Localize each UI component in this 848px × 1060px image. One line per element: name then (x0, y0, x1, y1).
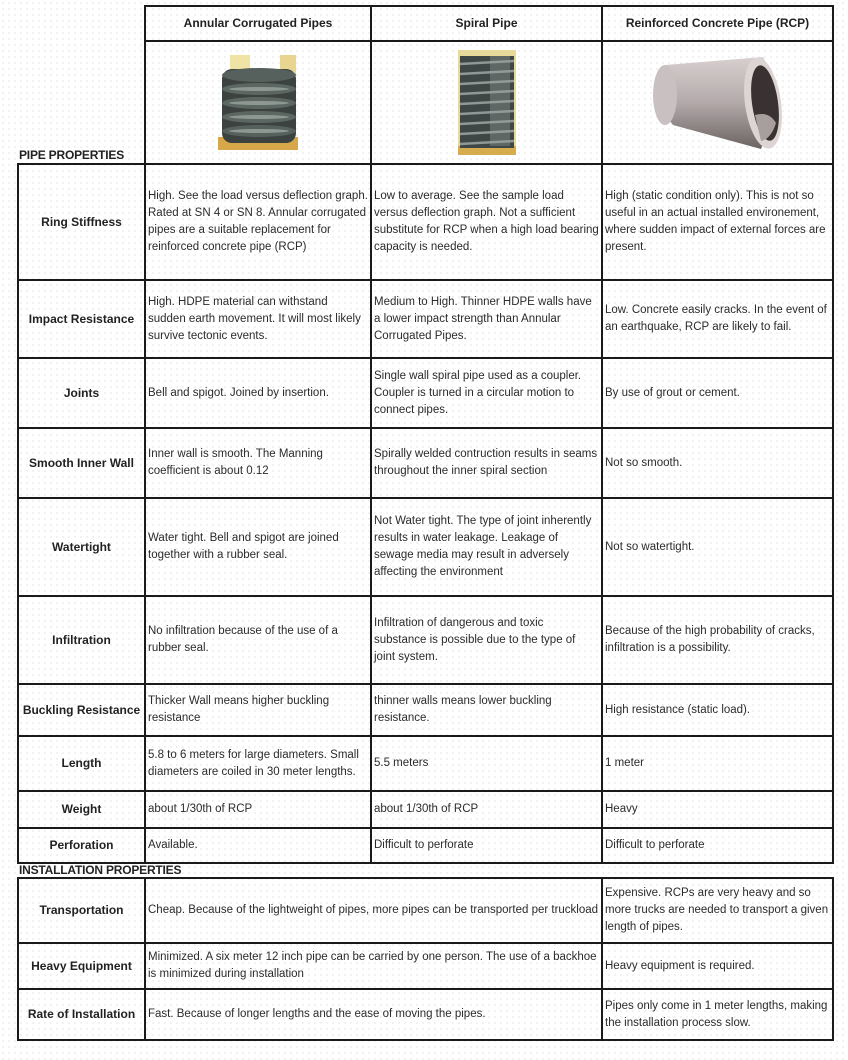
table-row (18, 164, 833, 280)
concrete-pipe-photo-icon (643, 53, 793, 153)
cell-annular: 5.8 to 6 meters for large diameters. Small diameters are coiled in 30 meter lengths. (145, 736, 371, 791)
cell-annular: High. See the load versus deflection graph. Rated at SN 4 or SN 8. Annular corrugated pipes are a suitable replacement for reinforced concrete pipe (RCP) (145, 164, 371, 280)
pipe-comparison-table (17, 5, 834, 864)
cell-spiral: about 1/30th of RCP (371, 791, 602, 828)
cell-rcp: Expensive. RCPs are very heavy and so more trucks are needed to transport a given length of pipes. (602, 878, 833, 943)
cell-spiral: Difficult to perforate (371, 828, 602, 863)
table-row (18, 736, 833, 791)
row-label: Transportation (18, 878, 145, 943)
cell-hdpe: Minimized. A six meter 12 inch pipe can be carried by one person. The use of a backhoe is minimized during installation (145, 943, 602, 989)
cell-rcp: High (static condition only). This is not so useful in an actual installed environement, where sudden impact of external forces are present. (602, 164, 833, 280)
cell-rcp: Heavy (602, 791, 833, 828)
cell-annular: Bell and spigot. Joined by insertion. (145, 358, 371, 428)
cell-spiral: Low to average. See the sample load versus deflection graph. Not a sufficient substitute for RCP when a high load bearing capacity is needed. (371, 164, 602, 280)
table-row (18, 428, 833, 498)
cell-hdpe: Fast. Because of longer lengths and the ease of moving the pipes. (145, 989, 602, 1040)
row-label: Perforation (18, 828, 145, 863)
annular-pipe-image-cell (145, 41, 371, 164)
cell-annular: No infiltration because of the use of a rubber seal. (145, 596, 371, 684)
column-header-rcp: Reinforced Concrete Pipe (RCP) (602, 6, 833, 41)
cell-annular: Inner wall is smooth. The Manning coefficient is about 0.12 (145, 428, 371, 498)
table-row (18, 596, 833, 684)
row-label: Rate of Installation (18, 989, 145, 1040)
header-corner (18, 6, 145, 41)
installation-properties-heading: INSTALLATION PROPERTIES (19, 863, 182, 877)
cell-rcp: High resistance (static load). (602, 684, 833, 736)
column-header-row (18, 6, 833, 41)
cell-annular: Thicker Wall means higher buckling resistance (145, 684, 371, 736)
row-label: Watertight (18, 498, 145, 596)
rcp-image-cell (602, 41, 833, 164)
column-header-annular: Annular Corrugated Pipes (145, 6, 371, 41)
table-row (18, 498, 833, 596)
table-row (18, 358, 833, 428)
row-label: Infiltration (18, 596, 145, 684)
row-label: Smooth Inner Wall (18, 428, 145, 498)
annular-corrugated-pipe-photo-icon (218, 55, 298, 150)
row-label: Length (18, 736, 145, 791)
cell-spiral: Single wall spiral pipe used as a coupler. Coupler is turned in a circular motion to connect pipes. (371, 358, 602, 428)
table-row (18, 878, 833, 943)
table-row (18, 684, 833, 736)
cell-rcp: Not so watertight. (602, 498, 833, 596)
row-label: Weight (18, 791, 145, 828)
table-row (18, 828, 833, 863)
cell-annular: Water tight. Bell and spigot are joined together with a rubber seal. (145, 498, 371, 596)
row-label: Heavy Equipment (18, 943, 145, 989)
cell-rcp: Heavy equipment is required. (602, 943, 833, 989)
spiral-pipe-photo-icon (458, 50, 516, 155)
row-label: Buckling Resistance (18, 684, 145, 736)
cell-rcp: Low. Concrete easily cracks. In the event of an earthquake, RCP are likely to fail. (602, 280, 833, 358)
row-label: Joints (18, 358, 145, 428)
spiral-pipe-image-cell (371, 41, 602, 164)
cell-rcp: Difficult to perforate (602, 828, 833, 863)
image-row-label-cell (18, 41, 145, 164)
table-row (18, 989, 833, 1040)
cell-spiral: Not Water tight. The type of joint inherently results in water leakage. Leakage of sewage media may result in adversely affecting the environment (371, 498, 602, 596)
cell-annular: about 1/30th of RCP (145, 791, 371, 828)
row-label: Impact Resistance (18, 280, 145, 358)
cell-annular: High. HDPE material can withstand sudden earth movement. It will most likely survive tectonic events. (145, 280, 371, 358)
cell-rcp: 1 meter (602, 736, 833, 791)
cell-rcp: Not so smooth. (602, 428, 833, 498)
table-row (18, 943, 833, 989)
cell-rcp: By use of grout or cement. (602, 358, 833, 428)
cell-annular: Available. (145, 828, 371, 863)
cell-rcp: Pipes only come in 1 meter lengths, making the installation process slow. (602, 989, 833, 1040)
table-row (18, 280, 833, 358)
table-row (18, 791, 833, 828)
row-label: Ring Stiffness (18, 164, 145, 280)
column-header-spiral: Spiral Pipe (371, 6, 602, 41)
installation-table (17, 877, 834, 1041)
cell-spiral: 5.5 meters (371, 736, 602, 791)
cell-spiral: Infiltration of dangerous and toxic substance is possible due to the type of joint system. (371, 596, 602, 684)
cell-rcp: Because of the high probability of cracks, infiltration is a possibility. (602, 596, 833, 684)
cell-spiral: Spirally welded contruction results in seams throughout the inner spiral section (371, 428, 602, 498)
image-row (18, 41, 833, 164)
cell-spiral: thinner walls means lower buckling resistance. (371, 684, 602, 736)
cell-spiral: Medium to High. Thinner HDPE walls have a lower impact strength than Annular Corrugated Pipes. (371, 280, 602, 358)
cell-hdpe: Cheap. Because of the lightweight of pipes, more pipes can be transported per truckload (145, 878, 602, 943)
pipe-properties-heading: PIPE PROPERTIES (19, 148, 125, 162)
